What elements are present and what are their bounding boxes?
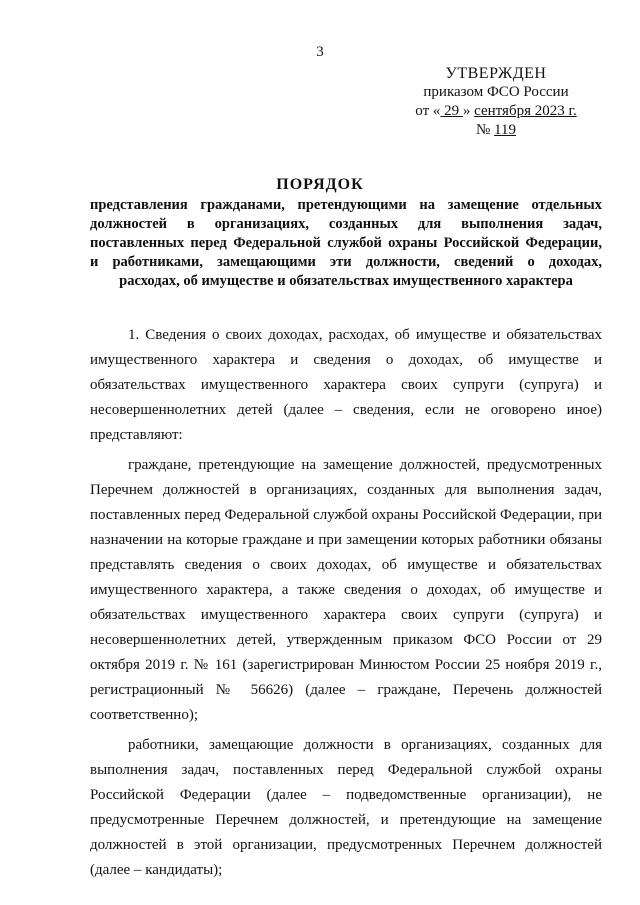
document-subtitle bbox=[90, 196, 602, 291]
paragraph-3: работники, замещающие должности в организациях, созданных для выполнения задач, поставленных перед Федеральной службой охраны Российской Федерации (далее – подведомственные организации), не предусмотренные Перечнем должностей, и претендующие на замещение должностей в этой организации, предусмотренных Перечнем должностей (далее – кандидаты); bbox=[90, 737, 602, 878]
page-number: 3 bbox=[316, 44, 324, 60]
subtitle-line: представления гражданами, претендующими на замещение отдельных bbox=[90, 197, 602, 213]
document-title: ПОРЯДОК bbox=[276, 176, 364, 193]
approval-number-line bbox=[392, 121, 600, 140]
paragraph-2: граждане, претендующие на замещение должностей, предусмотренных Перечнем должностей в организациях, созданных для выполнения задач, поставленных перед Федеральной службой охраны Российской Федерации, при назначении на которые граждане и при замещении которых работники обязаны представлять сведения о своих доходах, об имуществе и обязательствах имущественного характера, а также сведения о доходах, об имуществе и обязательствах имущественного характера своих супруги (супруга) и несовершеннолетних детей, утвержденным приказом ФСО России от 29 октября 2019 г. № 161 (зарегистрирован Минюстом России 25 ноября 2019 г., регистрационный № 56626) (далее – граждане, Перечень должностей соответственно); bbox=[90, 457, 602, 723]
date-mid: » bbox=[462, 103, 475, 119]
date-prefix: от « bbox=[415, 103, 441, 119]
subtitle-line: должностей в организациях, созданных для выполнения задач, bbox=[90, 216, 602, 232]
approval-order-line: приказом ФСО России bbox=[423, 84, 569, 100]
date-day: 29 bbox=[440, 103, 463, 119]
order-number: 119 bbox=[494, 122, 516, 138]
date-year: 2023 г. bbox=[534, 103, 577, 119]
approval-block bbox=[392, 64, 600, 140]
date-month: сентября bbox=[474, 103, 535, 119]
subtitle-line: расходах, об имуществе и обязательствах имущественного характера bbox=[119, 273, 573, 289]
number-prefix: № bbox=[475, 122, 495, 138]
approval-date-line bbox=[392, 102, 600, 121]
paragraph-1: 1. Сведения о своих доходах, расходах, об имуществе и обязательствах имущественного характера и сведения о доходах, об имуществе и обязательствах имущественного характера своих супруги (супруга) и несовершеннолетних детей (далее – сведения, если не оговорено иное) представляют: bbox=[90, 327, 602, 443]
approval-stamp: УТВЕРЖДЕН bbox=[445, 65, 547, 82]
subtitle-line: и работниками, замещающими эти должности, сведений о доходах, bbox=[90, 254, 602, 270]
subtitle-line: поставленных перед Федеральной службой охраны Российской Федерации, bbox=[90, 235, 602, 251]
document-body bbox=[90, 323, 602, 888]
